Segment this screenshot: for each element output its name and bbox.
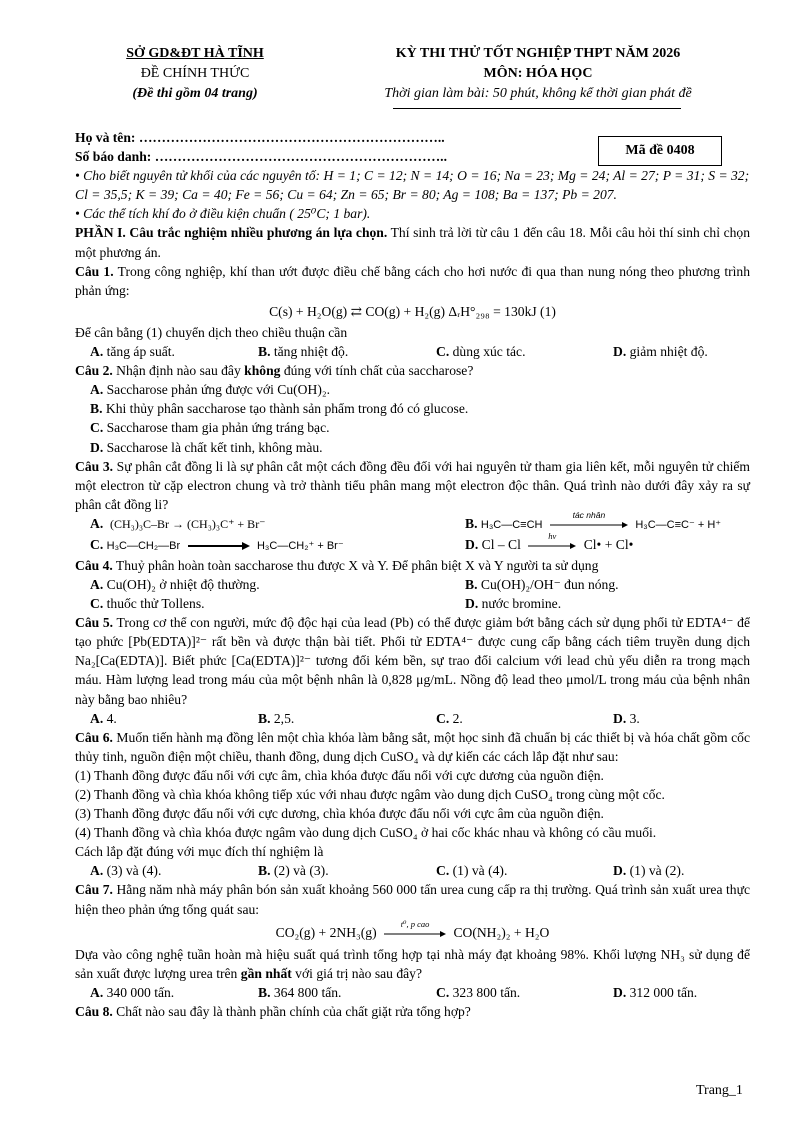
q3-option-d[interactable]: D. Cl – Cl hv Cl• + Cl• — [465, 535, 633, 555]
subject-title: MÔN: HÓA HỌC — [483, 66, 593, 81]
q7-option-c[interactable]: C. 323 800 tấn. — [436, 985, 521, 1001]
q3-options-row-2 — [75, 531, 750, 556]
header-right — [352, 44, 724, 104]
q3-d-arrow: hv — [528, 536, 576, 555]
q1-option-a[interactable]: A. tăng áp suất. — [90, 344, 175, 360]
q2-option-b[interactable]: B. Khi thủy phân saccharose tạo thành sản phẩm trong đó có glucose. — [90, 401, 469, 417]
q7-text-2: Dựa vào công nghệ tuần hoàn mà hiệu suất quá trình tổng hợp tại nhà máy đạt khoảng 98%. Khối lượng NH₃ sử dụng để sản xuất được lượng urea trên gần nhất với giá trị nào sau đây? — [75, 947, 750, 982]
q7-option-d[interactable]: D. 312 000 tấn. — [613, 985, 698, 1001]
q3-b-arrow: tác nhân — [550, 515, 628, 534]
arrow-right-icon — [188, 542, 250, 550]
question-5: Câu 5. Trong cơ thể con người, mức độ độc hại của lead (Pb) có thể được giảm bớt bằng cách sử dụng phối tử EDTA⁴⁻ để tạo phức [Pb(EDTA)]²⁻ rất bền và được thận bài tiết. Phối tử EDTA⁴⁻ được cung cấp bằng cách tiêm truyền dung dịch Na₂[Ca(EDTA)]. Biết phức [Ca(EDTA)]²⁻ tương đối kém bền, sự trao đổi calcium với lead chủ yếu diễn ra trong mạch máu. Hàm lượng lead trong máu của một bệnh nhân là 0,828 μg/mL. Nồng độ lead theo μmol/L trong máu của bệnh nhân này bằng bao nhiêu? — [75, 615, 750, 707]
q4-option-a[interactable]: A. Cu(OH)₂ ở nhiệt độ thường. — [90, 576, 260, 592]
q6-option-a[interactable]: A. (3) và (4). — [90, 863, 162, 879]
q6-item-3: (3) Thanh đồng được đấu nối với cực dương, chìa khóa được đấu nối với cực âm của nguồn điện. — [75, 806, 604, 822]
q5-option-a[interactable]: A. 4. — [90, 710, 117, 726]
q7-arrow: t⁰, p cao — [384, 924, 446, 943]
page-footer: Trang_1 — [696, 1083, 743, 1098]
q2-option-c[interactable]: C. Saccharose tham gia phản ứng tráng bạc. — [90, 420, 330, 436]
time-note: Thời gian làm bài: 50 phút, không kể thời gian phát đề — [384, 86, 692, 101]
student-id-line: Số báo danh: ……………………………………………………….. — [75, 149, 447, 165]
q2-option-d[interactable]: D. Saccharose là chất kết tinh, không màu. — [90, 439, 323, 455]
q6-item-4: (4) Thanh đồng và chìa khóa được ngâm vào dung dịch CuSO₄ ở hai cốc khác nhau và không có cầu muối. — [75, 825, 657, 841]
question-4: Câu 4. Thuỷ phân hoàn toàn saccharose thu được X và Y. Để phân biệt X và Y người ta sử dụng — [75, 557, 599, 573]
q1-question: Để cân bằng (1) chuyển dịch theo chiều thuận cần — [75, 324, 348, 340]
department-name: SỞ GD&ĐT HÀ TĨNH — [126, 46, 264, 61]
q3-c-arrow — [188, 536, 250, 555]
q6-option-c[interactable]: C. (1) và (4). — [436, 863, 508, 879]
q6-option-d[interactable]: D. (1) và (2). — [613, 863, 685, 879]
q4-option-b[interactable]: B. Cu(OH)₂/OH⁻ đun nóng. — [465, 576, 619, 592]
q3-option-b[interactable]: B. H₃C—C≡CH tác nhân H₃C—C≡C⁻ + H⁺ — [465, 514, 721, 535]
header-left — [100, 44, 290, 104]
q1-option-b[interactable]: B. tăng nhiệt độ. — [258, 344, 349, 360]
question-8: Câu 8. Chất nào sau đây là thành phần chính của chất giặt rửa tổng hợp? — [75, 1004, 471, 1020]
q2-option-a[interactable]: A. Saccharose phản ứng được với Cu(OH)₂. — [90, 382, 330, 398]
q5-option-c[interactable]: C. 2. — [436, 710, 463, 726]
q1-option-d[interactable]: D. giảm nhiệt độ. — [613, 344, 708, 360]
part1-heading: PHẦN I. Câu trắc nghiệm nhiều phương án lựa chọn. Thí sinh trả lời từ câu 1 đến câu 18. Mỗi câu hỏi thí sinh chỉ chọn một phương án. — [75, 225, 751, 260]
q3-option-a[interactable]: A. (CH₃)₃C–Br → (CH₃)₃C⁺ + Br⁻ — [90, 516, 266, 532]
official-label: ĐỀ CHÍNH THỨC — [140, 66, 250, 81]
q1-option-c[interactable]: C. dùng xúc tác. — [436, 344, 526, 360]
q5-option-b[interactable]: B. 2,5. — [258, 710, 295, 726]
q7-option-b[interactable]: B. 364 800 tấn. — [258, 985, 342, 1001]
q7-equation: CO₂(g) + 2NH₃(g) t⁰, p cao CO(NH₂)₂ + H₂O — [75, 919, 750, 945]
q1-equation: C(s) + H₂O(g) ⇄ CO(g) + H₂(g) ΔᵣH°₂₉₈ = 130kJ (1) — [269, 303, 556, 319]
q4-options-row-1 — [75, 575, 750, 594]
page-count-note: (Đề thi gồm 04 trang) — [132, 86, 258, 101]
question-7: Câu 7. Hằng năm nhà máy phân bón sản xuất khoảng 560 000 tấn urea cung cấp ra thị trường. Quá trình sản xuất urea thực hiện theo phản ứng tổng quát sau: — [75, 882, 750, 917]
q5-option-d[interactable]: D. 3. — [613, 710, 640, 726]
q6-option-b[interactable]: B. (2) và (3). — [258, 863, 329, 879]
header-underline — [393, 108, 681, 109]
question-1: Câu 1. Trong công nghiệp, khí than ướt được điều chế bằng cách cho hơi nước đi qua than nung nóng theo phương trình phản ứng: — [75, 263, 750, 298]
q7-option-a[interactable]: A. 340 000 tấn. — [90, 985, 175, 1001]
q4-options-row-2 — [75, 594, 750, 613]
student-name-line: Họ và tên: ………………………………………………………….. — [75, 130, 445, 145]
q7-options — [75, 983, 750, 1002]
atomic-masses-note: • Cho biết nguyên tử khối của các nguyên tố: H = 1; C = 12; N = 14; O = 16; Na = 23; Mg = 24; Al = 27; P = 31; S = 32; Cl = 35,5; K = 39; Ca = 40; Fe = 56; Cu = 64; Zn = 65; Br = 80; Ag = 108; Ba = 137; Pb = 207. — [75, 168, 750, 203]
q6-options — [75, 861, 750, 880]
gas-condition-note: • Các thể tích khí đo ở điều kiện chuẩn ( 25⁰C; 1 bar). — [75, 206, 371, 222]
exam-content — [75, 128, 750, 1021]
q3-option-c[interactable]: C. H₃C—CH₂—Br H₃C—CH₂⁺ + Br⁻ — [90, 535, 465, 556]
exam-title: KỲ THI THỬ TỐT NGHIỆP THPT NĂM 2026 — [395, 46, 681, 61]
q6-item-1: (1) Thanh đồng được đấu nối với cực âm, chìa khóa được đấu nối với cực dương của nguồn điện. — [75, 767, 604, 783]
q6-question: Cách lắp đặt đúng với mục đích thí nghiệm là — [75, 844, 324, 860]
question-2: Câu 2. Nhận định nào sau đây không đúng với tính chất của saccharose? — [75, 363, 474, 379]
q6-item-2: (2) Thanh đồng và chìa khóa không tiếp xúc với nhau được ngâm vào dung dịch CuSO₄ trong cùng một cốc. — [75, 787, 665, 802]
q1-options — [75, 342, 750, 361]
q3-options-row-1 — [75, 510, 750, 535]
exam-code-box: Mã đề 0408 — [598, 136, 722, 166]
question-3: Câu 3. Sự phân cắt đồng li là sự phân cắt một cách đồng đều đối với hai nguyên tử tham gia liên kết, mỗi nguyên tử chiếm một electron từ cặp electron chung và trở thành tiểu phân mang một electron độc thân. Quá trình nào dưới đây xảy ra sự phân cắt đồng li? — [75, 458, 750, 512]
q5-options — [75, 709, 750, 728]
question-6: Câu 6. Muốn tiến hành mạ đồng lên một chìa khóa làm bằng sắt, một học sinh đã chuẩn bị các thiết bị và hóa chất gồm cốc thủy tinh, nguồn điện một chiều, thanh đồng, dung dịch CuSO₄ và dự kiến các cách lắp đặt như sau: — [75, 729, 750, 764]
q4-option-d[interactable]: D. nước bromine. — [465, 596, 562, 612]
q4-option-c[interactable]: C. thuốc thử Tollens. — [90, 596, 205, 612]
